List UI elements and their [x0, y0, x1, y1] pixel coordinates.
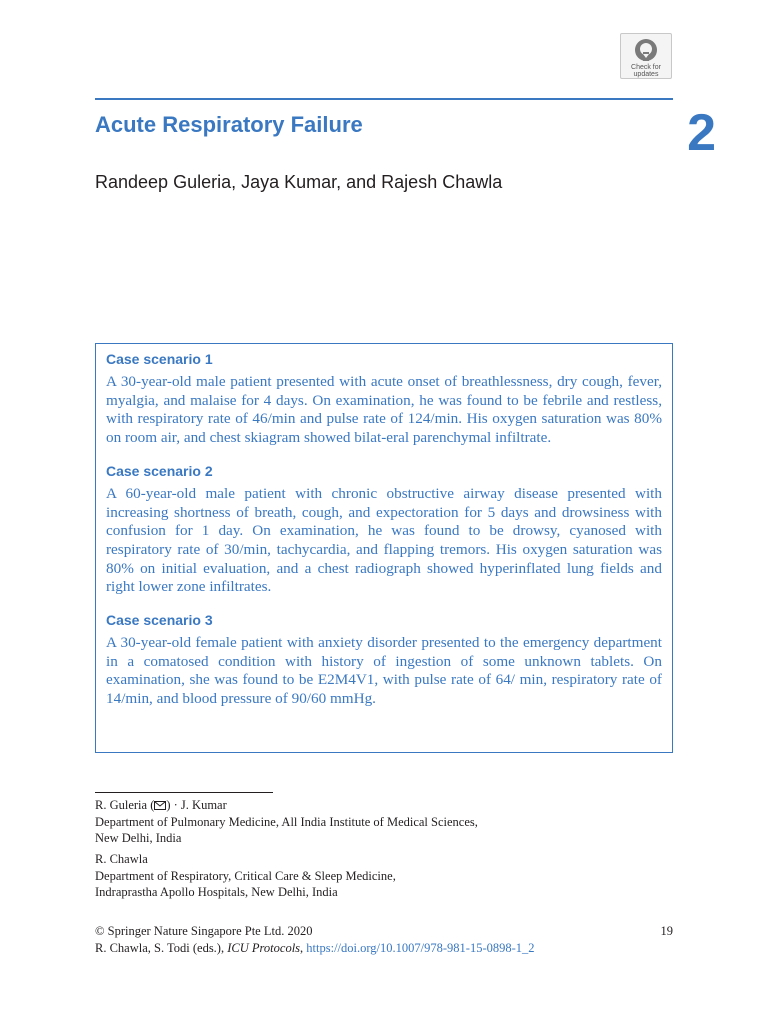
affiliation-location: Indraprastha Apollo Hospitals, New Delhi, India	[95, 885, 338, 899]
chapter-title: Acute Respiratory Failure	[95, 112, 363, 137]
case-heading: Case scenario 3	[106, 612, 213, 629]
chapter-number: 2	[687, 104, 716, 162]
citation-line: R. Chawla, S. Todi (eds.), ICU Protocols, https://doi.org/10.1007/978-981-15-0898-1_2	[95, 941, 535, 955]
badge-label: Check for updates	[631, 64, 661, 78]
affiliation-1	[95, 797, 478, 847]
case-scenario-2	[106, 462, 662, 597]
case-scenario-3	[106, 611, 662, 709]
affiliation-authors: R. Chawla	[95, 852, 148, 866]
copyright-line: © Springer Nature Singapore Pte Ltd. 2020	[95, 924, 313, 938]
case-heading: Case scenario 2	[106, 462, 213, 479]
copyright-block	[95, 923, 535, 957]
footnote-rule	[95, 792, 273, 793]
case-scenarios-box	[95, 343, 673, 753]
case-heading: Case scenario 1	[106, 351, 213, 367]
case-text: A 30-year-old male patient presented with acute onset of breathlessness, dry cough, fever, myalgia, and malaise for 4 days. On examination, he was found to be febrile and restless, with respiratory rate of 46/min and pulse rate of 124/min. His oxygen saturation was 80% on room air, and chest skiagram showed bilat-eral parenchymal infiltrate.	[106, 373, 662, 447]
page-number: 19	[660, 924, 673, 938]
case-text: A 60-year-old male patient with chronic obstructive airway disease presented with increasing shortness of breath, cough, and expectoration for 5 days and drowsiness with confusion for 1 day. On examination, he was found to be drowsy, cyanosed with respiratory rate of 30/min, tachycardia, and flapping tremors. His oxygen saturation was 80% on initial evaluation, and a chest radiograph showed hyperinflated lung fields and right lower zone infiltrates.	[106, 484, 662, 596]
affiliation-location: New Delhi, India	[95, 831, 182, 845]
doi-link[interactable]: https://doi.org/10.1007/978-981-15-0898-1_2	[306, 941, 535, 955]
affiliation-department: Department of Respiratory, Critical Care & Sleep Medicine,	[95, 868, 396, 883]
book-title: ICU Protocols	[227, 941, 301, 955]
check-for-updates-badge[interactable]	[620, 33, 672, 79]
crossmark-icon	[633, 37, 659, 63]
chapter-header-rule	[95, 98, 673, 100]
affiliation-2	[95, 851, 396, 901]
case-text: A 30-year-old female patient with anxiety disorder presented to the emergency department in a comatosed condition with history of ingestion of some unknown tablets. On examination, she was found to be E2M4V1, with pulse rate of 64/ min, respiratory rate of 14/min, and blood pressure of 90/60 mmHg.	[106, 634, 662, 708]
affiliation-authors: R. Guleria ( ) · J. Kumar	[95, 798, 227, 812]
chapter-authors: Randeep Guleria, Jaya Kumar, and Rajesh Chawla	[95, 172, 503, 192]
email-icon[interactable]	[154, 801, 166, 810]
affiliation-department: Department of Pulmonary Medicine, All India Institute of Medical Sciences,	[95, 814, 478, 829]
case-scenario-1	[106, 350, 662, 448]
